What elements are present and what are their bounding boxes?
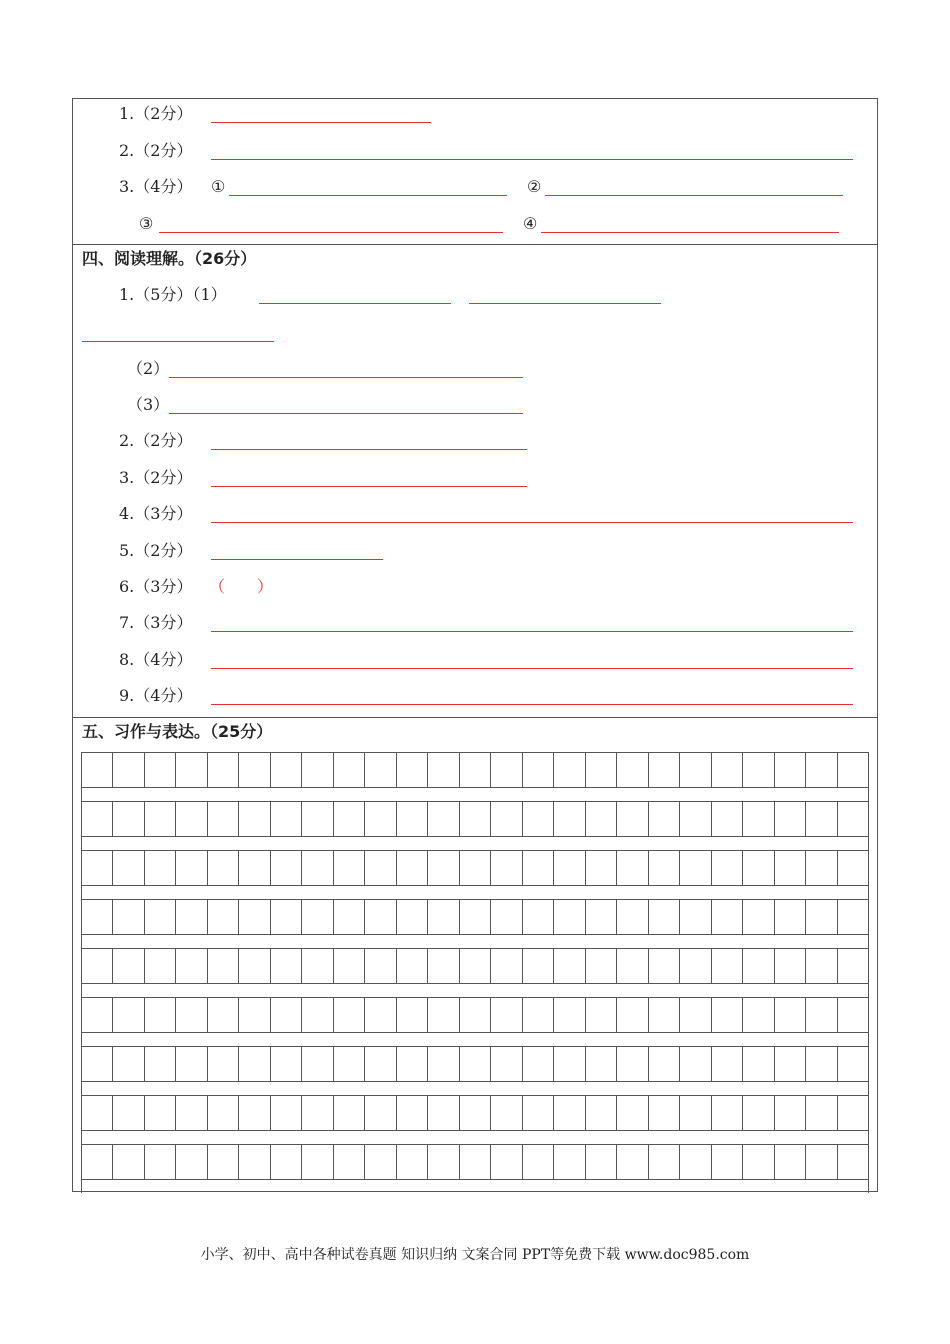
- grid-cell[interactable]: [82, 949, 113, 983]
- grid-cell[interactable]: [334, 949, 365, 983]
- grid-cell[interactable]: [649, 753, 680, 787]
- q4-5-label: 5.（2分）: [119, 541, 193, 560]
- answer-line[interactable]: [82, 341, 274, 342]
- grid-row: [81, 899, 869, 935]
- grid-cell[interactable]: [491, 1096, 522, 1130]
- grid-cell[interactable]: [586, 802, 617, 836]
- grid-row-gap: [81, 1180, 869, 1193]
- grid-cell[interactable]: [838, 1145, 868, 1179]
- grid-cell[interactable]: [208, 949, 239, 983]
- q3-1-label: 1.（2分）: [119, 104, 193, 123]
- grid-cell[interactable]: [239, 802, 270, 836]
- q3-2-label: 2.（2分）: [119, 141, 193, 160]
- grid-cell[interactable]: [680, 851, 711, 885]
- grid-cell[interactable]: [397, 900, 428, 934]
- grid-cell[interactable]: [145, 802, 176, 836]
- grid-cell[interactable]: [806, 998, 837, 1032]
- section5-heading: 五、习作与表达。（25分）: [82, 722, 273, 741]
- grid-cell[interactable]: [523, 900, 554, 934]
- grid-cell[interactable]: [365, 1047, 396, 1081]
- grid-cell[interactable]: [649, 900, 680, 934]
- grid-cell[interactable]: [428, 949, 459, 983]
- circle-two-mark: ②: [527, 177, 542, 196]
- grid-cell[interactable]: [365, 1145, 396, 1179]
- grid-cell[interactable]: [649, 802, 680, 836]
- grid-cell[interactable]: [365, 949, 396, 983]
- grid-cell[interactable]: [460, 1047, 491, 1081]
- grid-cell[interactable]: [554, 1145, 585, 1179]
- grid-cell[interactable]: [208, 900, 239, 934]
- grid-cell[interactable]: [586, 1145, 617, 1179]
- grid-cell[interactable]: [176, 1047, 207, 1081]
- grid-cell[interactable]: [302, 998, 333, 1032]
- grid-cell[interactable]: [208, 753, 239, 787]
- q4-8-label: 8.（4分）: [119, 650, 193, 669]
- grid-cell[interactable]: [460, 1145, 491, 1179]
- grid-cell[interactable]: [302, 753, 333, 787]
- grid-cell[interactable]: [334, 1047, 365, 1081]
- grid-cell[interactable]: [712, 851, 743, 885]
- grid-cell[interactable]: [397, 998, 428, 1032]
- grid-cell[interactable]: [208, 998, 239, 1032]
- grid-cell[interactable]: [586, 900, 617, 934]
- grid-cell[interactable]: [334, 851, 365, 885]
- grid-cell[interactable]: [397, 1047, 428, 1081]
- grid-cell[interactable]: [82, 998, 113, 1032]
- grid-cell[interactable]: [302, 1145, 333, 1179]
- grid-cell[interactable]: [271, 753, 302, 787]
- grid-cell[interactable]: [617, 1145, 648, 1179]
- grid-cell[interactable]: [775, 753, 806, 787]
- answer-line[interactable]: [545, 195, 843, 196]
- grid-row: [81, 801, 869, 837]
- grid-row-gap: [81, 984, 869, 997]
- grid-cell[interactable]: [586, 753, 617, 787]
- answer-line[interactable]: [541, 232, 839, 233]
- grid-cell[interactable]: [82, 802, 113, 836]
- grid-cell[interactable]: [838, 1047, 868, 1081]
- grid-cell[interactable]: [712, 1096, 743, 1130]
- grid-cell[interactable]: [428, 802, 459, 836]
- grid-cell[interactable]: [145, 851, 176, 885]
- grid-cell[interactable]: [302, 802, 333, 836]
- grid-cell[interactable]: [334, 1096, 365, 1130]
- grid-cell[interactable]: [176, 1145, 207, 1179]
- grid-cell[interactable]: [523, 753, 554, 787]
- answer-line[interactable]: [211, 631, 853, 632]
- grid-cell[interactable]: [428, 1096, 459, 1130]
- answer-line[interactable]: [211, 159, 853, 160]
- grid-cell[interactable]: [176, 998, 207, 1032]
- grid-cell[interactable]: [649, 949, 680, 983]
- grid-cell[interactable]: [82, 851, 113, 885]
- grid-cell[interactable]: [239, 998, 270, 1032]
- grid-cell[interactable]: [775, 900, 806, 934]
- grid-cell[interactable]: [491, 753, 522, 787]
- grid-cell[interactable]: [397, 1145, 428, 1179]
- grid-cell[interactable]: [113, 851, 144, 885]
- grid-cell[interactable]: [806, 949, 837, 983]
- grid-cell[interactable]: [491, 949, 522, 983]
- grid-cell[interactable]: [775, 1145, 806, 1179]
- q4-9-label: 9.（4分）: [119, 686, 193, 705]
- grid-cell[interactable]: [617, 753, 648, 787]
- grid-cell[interactable]: [712, 998, 743, 1032]
- grid-cell[interactable]: [554, 900, 585, 934]
- grid-cell[interactable]: [113, 998, 144, 1032]
- grid-row: [81, 752, 869, 788]
- grid-cell[interactable]: [239, 753, 270, 787]
- grid-cell[interactable]: [712, 802, 743, 836]
- grid-cell[interactable]: [491, 900, 522, 934]
- grid-cell[interactable]: [271, 949, 302, 983]
- grid-cell[interactable]: [680, 1047, 711, 1081]
- grid-cell[interactable]: [806, 1047, 837, 1081]
- section-divider: [73, 717, 877, 718]
- grid-cell[interactable]: [460, 949, 491, 983]
- grid-cell[interactable]: [428, 1145, 459, 1179]
- grid-cell[interactable]: [397, 851, 428, 885]
- grid-cell[interactable]: [208, 1096, 239, 1130]
- grid-cell[interactable]: [775, 998, 806, 1032]
- grid-cell[interactable]: [302, 1096, 333, 1130]
- answer-line[interactable]: [259, 303, 451, 304]
- grid-cell[interactable]: [460, 851, 491, 885]
- grid-cell[interactable]: [838, 1096, 868, 1130]
- grid-cell[interactable]: [145, 1145, 176, 1179]
- grid-cell[interactable]: [712, 753, 743, 787]
- section4-heading: 四、阅读理解。（26分）: [82, 249, 257, 268]
- answer-brackets[interactable]: （ ）: [209, 577, 274, 596]
- grid-cell[interactable]: [523, 851, 554, 885]
- grid-cell[interactable]: [397, 802, 428, 836]
- grid-cell[interactable]: [428, 998, 459, 1032]
- grid-cell[interactable]: [271, 900, 302, 934]
- grid-row-gap: [81, 788, 869, 801]
- grid-cell[interactable]: [680, 900, 711, 934]
- grid-cell[interactable]: [806, 1145, 837, 1179]
- grid-cell[interactable]: [365, 900, 396, 934]
- grid-cell[interactable]: [523, 949, 554, 983]
- grid-cell[interactable]: [680, 1096, 711, 1130]
- grid-cell[interactable]: [649, 1096, 680, 1130]
- grid-cell[interactable]: [586, 1047, 617, 1081]
- q4-6-label: 6.（3分）: [119, 577, 193, 596]
- grid-cell[interactable]: [649, 998, 680, 1032]
- grid-cell[interactable]: [712, 1145, 743, 1179]
- answer-line[interactable]: [211, 522, 853, 523]
- grid-cell[interactable]: [649, 1047, 680, 1081]
- grid-cell[interactable]: [176, 753, 207, 787]
- grid-cell[interactable]: [554, 949, 585, 983]
- grid-cell[interactable]: [617, 851, 648, 885]
- grid-cell[interactable]: [743, 802, 774, 836]
- circle-four-mark: ④: [523, 214, 538, 233]
- grid-cell[interactable]: [617, 1096, 648, 1130]
- grid-cell[interactable]: [239, 1047, 270, 1081]
- q4-1-label: 1.（5分）（1）: [119, 285, 227, 304]
- grid-cell[interactable]: [775, 1047, 806, 1081]
- grid-cell[interactable]: [491, 1145, 522, 1179]
- grid-cell[interactable]: [554, 998, 585, 1032]
- grid-cell[interactable]: [617, 1047, 648, 1081]
- grid-cell[interactable]: [397, 1096, 428, 1130]
- grid-cell[interactable]: [176, 949, 207, 983]
- q3-3-label: 3.（4分）: [119, 177, 193, 196]
- grid-cell[interactable]: [334, 753, 365, 787]
- grid-cell[interactable]: [334, 900, 365, 934]
- grid-cell[interactable]: [113, 1096, 144, 1130]
- grid-row: [81, 997, 869, 1033]
- grid-cell[interactable]: [838, 753, 868, 787]
- circle-three-mark: ③: [139, 214, 154, 233]
- grid-cell[interactable]: [239, 851, 270, 885]
- grid-cell[interactable]: [806, 802, 837, 836]
- answer-line[interactable]: [169, 413, 523, 414]
- grid-row-gap: [81, 1131, 869, 1144]
- section-divider: [73, 244, 877, 245]
- grid-cell[interactable]: [271, 851, 302, 885]
- grid-row-gap: [81, 1033, 869, 1046]
- grid-cell[interactable]: [460, 900, 491, 934]
- grid-cell[interactable]: [743, 949, 774, 983]
- grid-cell[interactable]: [617, 900, 648, 934]
- grid-cell[interactable]: [649, 851, 680, 885]
- grid-row: [81, 948, 869, 984]
- grid-cell[interactable]: [680, 998, 711, 1032]
- grid-cell[interactable]: [775, 851, 806, 885]
- grid-cell[interactable]: [554, 753, 585, 787]
- grid-cell[interactable]: [239, 1096, 270, 1130]
- grid-cell[interactable]: [397, 753, 428, 787]
- grid-cell[interactable]: [113, 802, 144, 836]
- grid-cell[interactable]: [775, 802, 806, 836]
- grid-cell[interactable]: [586, 1096, 617, 1130]
- grid-cell[interactable]: [302, 1047, 333, 1081]
- grid-cell[interactable]: [334, 998, 365, 1032]
- grid-cell[interactable]: [82, 1096, 113, 1130]
- grid-cell[interactable]: [365, 1096, 396, 1130]
- grid-cell[interactable]: [239, 949, 270, 983]
- grid-cell[interactable]: [460, 1096, 491, 1130]
- grid-cell[interactable]: [208, 851, 239, 885]
- grid-cell[interactable]: [586, 949, 617, 983]
- grid-cell[interactable]: [554, 802, 585, 836]
- grid-cell[interactable]: [743, 753, 774, 787]
- grid-cell[interactable]: [145, 1096, 176, 1130]
- grid-cell[interactable]: [680, 753, 711, 787]
- answer-line[interactable]: [211, 122, 431, 123]
- answer-line[interactable]: [211, 449, 527, 450]
- grid-cell[interactable]: [491, 998, 522, 1032]
- grid-cell[interactable]: [806, 1096, 837, 1130]
- grid-cell[interactable]: [838, 998, 868, 1032]
- grid-cell[interactable]: [302, 949, 333, 983]
- q4-7-label: 7.（3分）: [119, 613, 193, 632]
- grid-cell[interactable]: [680, 1145, 711, 1179]
- grid-cell[interactable]: [806, 851, 837, 885]
- grid-cell[interactable]: [775, 949, 806, 983]
- q4-2-label: 2.（2分）: [119, 431, 193, 450]
- circle-one-mark: ①: [211, 177, 226, 196]
- grid-cell[interactable]: [145, 900, 176, 934]
- grid-cell[interactable]: [743, 998, 774, 1032]
- grid-cell[interactable]: [617, 998, 648, 1032]
- grid-row-gap: [81, 837, 869, 850]
- grid-row: [81, 1095, 869, 1131]
- grid-cell[interactable]: [82, 1145, 113, 1179]
- answer-line[interactable]: [211, 668, 853, 669]
- grid-cell[interactable]: [554, 1047, 585, 1081]
- grid-cell[interactable]: [113, 900, 144, 934]
- grid-cell[interactable]: [523, 802, 554, 836]
- grid-cell[interactable]: [712, 1047, 743, 1081]
- grid-cell[interactable]: [302, 851, 333, 885]
- grid-cell[interactable]: [838, 900, 868, 934]
- grid-cell[interactable]: [365, 802, 396, 836]
- grid-row: [81, 1144, 869, 1180]
- grid-cell[interactable]: [743, 1047, 774, 1081]
- grid-cell[interactable]: [586, 851, 617, 885]
- grid-cell[interactable]: [145, 949, 176, 983]
- answer-line[interactable]: [211, 559, 383, 560]
- grid-cell[interactable]: [82, 1047, 113, 1081]
- grid-cell[interactable]: [775, 1096, 806, 1130]
- grid-cell[interactable]: [617, 802, 648, 836]
- grid-cell[interactable]: [617, 949, 648, 983]
- grid-cell[interactable]: [491, 802, 522, 836]
- grid-cell[interactable]: [743, 1145, 774, 1179]
- grid-row: [81, 1046, 869, 1082]
- grid-cell[interactable]: [712, 949, 743, 983]
- grid-cell[interactable]: [82, 900, 113, 934]
- q4-1-3-label: （3）: [127, 395, 170, 414]
- grid-cell[interactable]: [523, 1145, 554, 1179]
- page-footer: 小学、初中、高中各种试卷真题 知识归纳 文案合同 PPT等免费下载 www.doc985.com: [200, 1247, 750, 1263]
- answer-line[interactable]: [211, 704, 853, 705]
- grid-cell[interactable]: [523, 1096, 554, 1130]
- grid-cell[interactable]: [460, 998, 491, 1032]
- grid-row: [81, 850, 869, 886]
- grid-cell[interactable]: [145, 1047, 176, 1081]
- answer-line[interactable]: [169, 377, 523, 378]
- grid-cell[interactable]: [239, 900, 270, 934]
- answer-line[interactable]: [159, 232, 503, 233]
- grid-cell[interactable]: [428, 851, 459, 885]
- grid-row-gap: [81, 886, 869, 899]
- grid-cell[interactable]: [271, 1145, 302, 1179]
- grid-cell[interactable]: [712, 900, 743, 934]
- grid-cell[interactable]: [113, 1145, 144, 1179]
- grid-cell[interactable]: [806, 900, 837, 934]
- grid-cell[interactable]: [680, 949, 711, 983]
- grid-cell[interactable]: [334, 802, 365, 836]
- writing-grid[interactable]: [81, 752, 869, 1193]
- grid-cell[interactable]: [145, 998, 176, 1032]
- grid-cell[interactable]: [113, 1047, 144, 1081]
- grid-cell[interactable]: [491, 1047, 522, 1081]
- grid-cell[interactable]: [176, 851, 207, 885]
- grid-cell[interactable]: [271, 802, 302, 836]
- grid-cell[interactable]: [271, 998, 302, 1032]
- grid-cell[interactable]: [365, 998, 396, 1032]
- q4-1-2-label: （2）: [127, 359, 170, 378]
- grid-cell[interactable]: [838, 802, 868, 836]
- grid-cell[interactable]: [397, 949, 428, 983]
- grid-cell[interactable]: [460, 753, 491, 787]
- grid-cell[interactable]: [271, 1096, 302, 1130]
- grid-cell[interactable]: [176, 1096, 207, 1130]
- grid-cell[interactable]: [806, 753, 837, 787]
- grid-cell[interactable]: [365, 753, 396, 787]
- grid-cell[interactable]: [176, 802, 207, 836]
- q4-4-label: 4.（3分）: [119, 504, 193, 523]
- answer-line[interactable]: [229, 195, 507, 196]
- grid-cell[interactable]: [428, 900, 459, 934]
- grid-cell[interactable]: [302, 900, 333, 934]
- grid-cell[interactable]: [491, 851, 522, 885]
- grid-cell[interactable]: [838, 851, 868, 885]
- grid-cell[interactable]: [586, 998, 617, 1032]
- grid-cell[interactable]: [743, 851, 774, 885]
- grid-cell[interactable]: [428, 753, 459, 787]
- grid-cell[interactable]: [743, 1096, 774, 1130]
- grid-row-gap: [81, 1082, 869, 1095]
- grid-cell[interactable]: [113, 949, 144, 983]
- grid-cell[interactable]: [239, 1145, 270, 1179]
- grid-cell[interactable]: [554, 851, 585, 885]
- grid-cell[interactable]: [743, 900, 774, 934]
- grid-cell[interactable]: [334, 1145, 365, 1179]
- answer-line[interactable]: [469, 303, 661, 304]
- grid-row-gap: [81, 935, 869, 948]
- grid-cell[interactable]: [460, 802, 491, 836]
- grid-cell[interactable]: [649, 1145, 680, 1179]
- grid-cell[interactable]: [145, 753, 176, 787]
- grid-cell[interactable]: [208, 802, 239, 836]
- grid-cell[interactable]: [554, 1096, 585, 1130]
- answer-line[interactable]: [211, 486, 527, 487]
- grid-cell[interactable]: [113, 753, 144, 787]
- grid-cell[interactable]: [838, 949, 868, 983]
- grid-cell[interactable]: [271, 1047, 302, 1081]
- grid-cell[interactable]: [208, 1145, 239, 1179]
- grid-cell[interactable]: [680, 802, 711, 836]
- grid-cell[interactable]: [208, 1047, 239, 1081]
- grid-cell[interactable]: [428, 1047, 459, 1081]
- grid-cell[interactable]: [523, 1047, 554, 1081]
- q4-3-label: 3.（2分）: [119, 468, 193, 487]
- grid-cell[interactable]: [523, 998, 554, 1032]
- grid-cell[interactable]: [82, 753, 113, 787]
- grid-cell[interactable]: [365, 851, 396, 885]
- answer-sheet: [72, 98, 878, 1192]
- grid-cell[interactable]: [176, 900, 207, 934]
